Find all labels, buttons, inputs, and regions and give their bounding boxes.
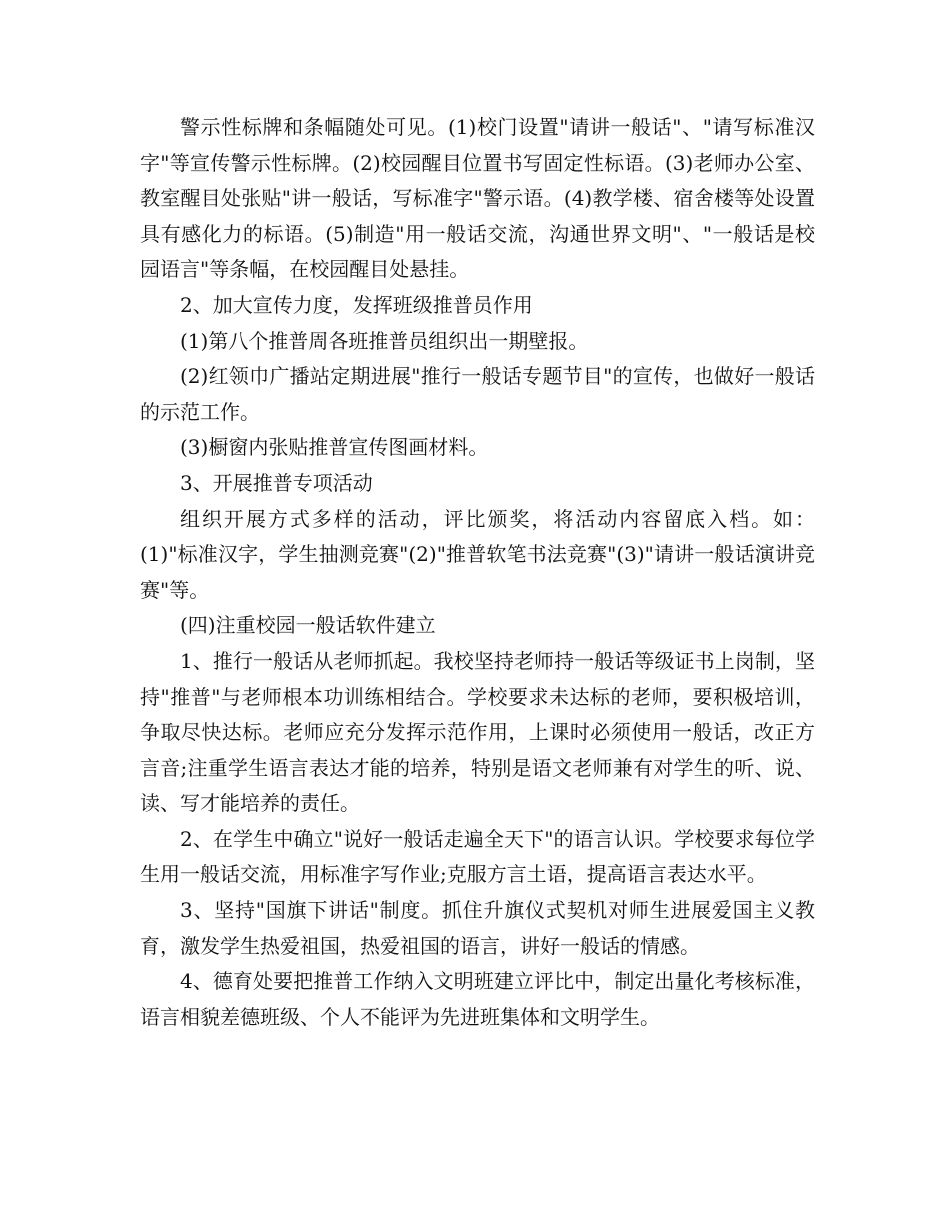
paragraph-radio-station: (2)红领巾广播站定期进展"推行一般话专题节目"的宣传，也做好一般话的示范工作。 (140, 364, 815, 424)
paragraph-signage: 警示性标牌和条幅随处可见。(1)校门设置"请讲一般话"、"请写标准汉字"等宣传警示性标牌。(2)校园醒目位置书写固定性标语。(3)老师办公室、教室醒目处张贴"讲一般话，写标准字"警示语。(4)教学楼、宿舍楼等处设置具有感化力的标语。(5)制造"用一般话交流，沟通世界文明"、"一般话是校园语言"等条幅，在校园醒目处悬挂。 (140, 115, 815, 282)
paragraph-flag-speech: 3、坚持"国旗下讲话"制度。抓住升旗仪式契机对师生进展爱国主义教育，激发学生热爱祖国，热爱祖国的语言，讲好一般话的情感。 (140, 898, 815, 958)
paragraph-students: 2、在学生中确立"说好一般话走遍全天下"的语言认识。学校要求每位学生用一般话交流，用标准字写作业;克服方言土语，提高语言表达水平。 (140, 826, 815, 887)
paragraph-heading-publicity: 2、加大宣传力度，发挥班级推普员作用 (180, 292, 533, 317)
paragraph-teachers: 1、推行一般话从老师抓起。我校坚持老师持一般话等级证书上岗制，坚持"推普"与老师根本功训练相结合。学校要求未达标的老师，要积极培训，争取尽快达标。老师应充分发挥示范作用，上课时必须使用一般话，改正方言音;注重学生语言表达才能的培养，特别是语文老师兼有对学生的听、说、读、写才能培养的责任。 (140, 648, 815, 816)
paragraph-heading-software: (四)注重校园一般话软件建立 (180, 613, 436, 638)
paragraph-competitions: 组织开展方式多样的活动，评比颁奖，将活动内容留底入档。如：(1)"标准汉字，学生抽测竞赛"(2)"推普软笔书法竞赛"(3)"请讲一般话演讲竞赛"等。 (140, 506, 815, 602)
paragraph-showcase: (3)橱窗内张贴推普宣传图画材料。 (180, 435, 489, 460)
document-body (140, 110, 815, 1035)
paragraph-moral-education: 4、德育处要把推普工作纳入文明班建立评比中，制定出量化考核标准，语言相貌差德班级、个人不能评为先进班集体和文明学生。 (140, 969, 815, 1029)
paragraph-heading-activities: 3、开展推普专项活动 (180, 470, 373, 495)
paragraph-wall-newspaper: (1)第八个推普周各班推普员组织出一期壁报。 (180, 328, 589, 353)
